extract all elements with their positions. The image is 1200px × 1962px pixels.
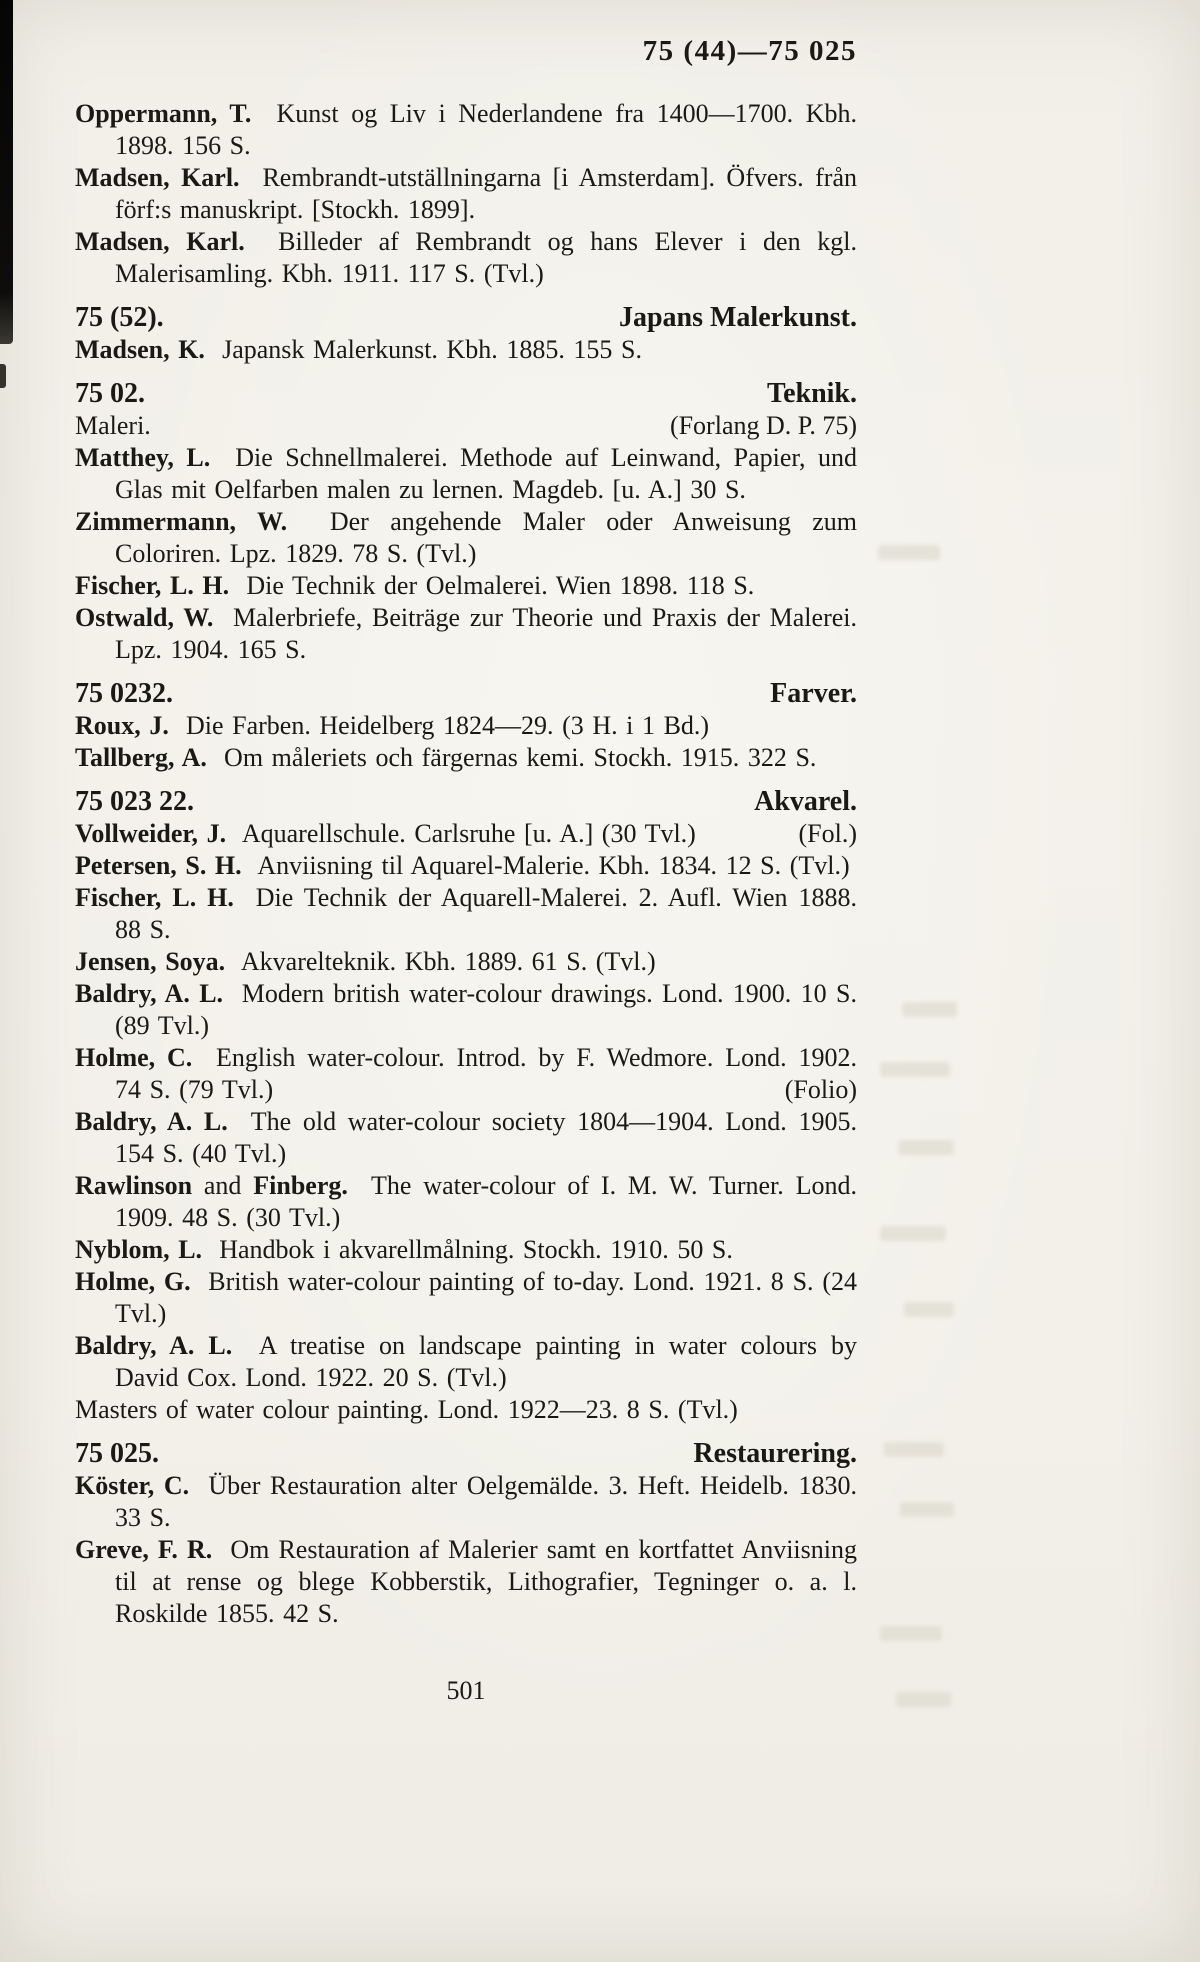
section-category-label: Japans Malerkunst. (618, 302, 857, 333)
author-name: Jensen, Soya. (75, 947, 226, 976)
catalog-entry: Baldry, A. L. The old water-colour society 1804—1904. Lond. 1905. 154 S. (40 Tvl.) (75, 1107, 857, 1168)
section-code: 75 (52). (75, 302, 164, 333)
section-category-label: Restaurering. (693, 1438, 857, 1469)
bleedthrough-artifact (896, 1692, 951, 1707)
bleedthrough-artifact (898, 1140, 954, 1155)
bleedthrough-artifact (880, 1626, 942, 1641)
catalog-entry: Vollweider, J. Aquarellschule. Carlsruhe [u. A.] (30 Tvl.) (Fol.) (75, 819, 857, 848)
author-name: Roux, J. (75, 711, 169, 740)
section-heading-row (75, 677, 857, 710)
author-name: Baldry, A. L. (75, 979, 224, 1008)
section-category-label: Farver. (770, 678, 857, 709)
section-subheading-row (75, 410, 857, 442)
subheading-left: Maleri. (75, 411, 151, 440)
section-code: 75 0232. (75, 678, 173, 709)
format-note: (Folio) (784, 1075, 857, 1104)
catalog-entry: Köster, C. Über Restauration alter Oelgemälde. 3. Heft. Heidelb. 1830. 33 S. (75, 1471, 857, 1532)
catalog-entry: Baldry, A. L. Modern british water-colour drawings. Lond. 1900. 10 S. (89 Tvl.) (75, 979, 857, 1040)
catalog-entries (75, 98, 857, 1630)
author-name: Holme, G. (75, 1267, 191, 1296)
author-name: Madsen, Karl. (75, 163, 240, 192)
author-name: Fischer, L. H. (75, 883, 234, 912)
catalog-entry: Petersen, S. H. Anviisning til Aquarel-Malerie. Kbh. 1834. 12 S. (Tvl.) (75, 851, 850, 880)
author-name: Holme, C. (75, 1043, 193, 1072)
page-header-classmark: 75 (44)—75 025 (642, 35, 857, 67)
bleedthrough-artifact (878, 545, 940, 560)
author-name: Petersen, S. H. (75, 851, 242, 880)
author-name: Madsen, K. (75, 335, 205, 364)
author-name: Köster, C. (75, 1471, 190, 1500)
author-name: Nyblom, L. (75, 1235, 203, 1264)
bleedthrough-artifact (900, 1502, 954, 1517)
section-code: 75 023 22. (75, 786, 194, 817)
catalog-entry: Oppermann, T. Kunst og Liv i Nederlandene fra 1400—1700. Kbh. 1898. 156 S. (75, 99, 857, 160)
author-name: Madsen, Karl. (75, 227, 245, 256)
catalog-entry: Zimmermann, W. Der angehende Maler oder Anweisung zum Coloriren. Lpz. 1829. 78 S. (Tvl.) (75, 507, 857, 568)
bleedthrough-artifact (880, 1226, 946, 1241)
author-connector: and (192, 1171, 254, 1200)
catalog-entry: Tallberg, A. Om måleriets och färgernas kemi. Stockh. 1915. 322 S. (75, 743, 817, 772)
section-code: 75 02. (75, 378, 145, 409)
catalog-entry: Roux, J. Die Farben. Heidelberg 1824—29. (3 H. i 1 Bd.) (75, 711, 710, 740)
catalog-entry: Madsen, Karl. Billeder af Rembrandt og hans Elever i den kgl. Malerisamling. Kbh. 1911. 117 S. (Tvl.) (75, 227, 857, 288)
bleedthrough-artifact (902, 1002, 957, 1017)
author-name: Baldry, A. L. (75, 1107, 228, 1136)
section-heading-row (75, 377, 857, 410)
section-heading-row (75, 301, 857, 334)
catalog-entry: Fischer, L. H. Die Technik der Oelmalerei. Wien 1898. 118 S. (75, 571, 755, 600)
catalog-entry: Baldry, A. L. A treatise on landscape painting in water colours by David Cox. Lond. 1922. 20 S. (Tvl.) (75, 1331, 857, 1392)
author-name: Matthey, L. (75, 443, 211, 472)
bleedthrough-artifact (880, 1062, 950, 1077)
catalog-entry: Madsen, Karl. Rembrandt-utställningarna [i Amsterdam]. Öfvers. från förf:s manuskript. [Stockh. 1899]. (75, 163, 857, 224)
catalog-entry: Ostwald, W. Malerbriefe, Beiträge zur Theorie und Praxis der Malerei. Lpz. 1904. 165 S. (75, 603, 857, 664)
author-name: Oppermann, T. (75, 99, 252, 128)
author-name: Ostwald, W. (75, 603, 214, 632)
catalog-entry: Nyblom, L. Handbok i akvarellmålning. Stockh. 1910. 50 S. (75, 1235, 733, 1264)
catalog-entry: Fischer, L. H. Die Technik der Aquarell-Malerei. 2. Aufl. Wien 1888. 88 S. (75, 883, 857, 944)
section-heading-row (75, 785, 857, 818)
subheading-right: (Forlang D. P. 75) (669, 411, 857, 440)
author-name: Greve, F. R. (75, 1535, 213, 1564)
author-name: Tallberg, A. (75, 743, 207, 772)
catalog-entry: Madsen, K. Japansk Malerkunst. Kbh. 1885. 155 S. (75, 335, 642, 364)
author-name: Rawlinson (75, 1171, 193, 1200)
author-name: Baldry, A. L. (75, 1331, 233, 1360)
section-code: 75 025. (75, 1438, 159, 1469)
catalog-entry: Rawlinson and Finberg. The water-colour of I. M. W. Turner. Lond. 1909. 48 S. (30 Tvl.) (75, 1171, 857, 1232)
author-name: Zimmermann, W. (75, 507, 288, 536)
catalog-entry: Holme, G. British water-colour painting of to-day. Lond. 1921. 8 S. (24 Tvl.) (75, 1267, 857, 1328)
catalog-entry: Matthey, L. Die Schnellmalerei. Methode auf Leinwand, Papier, und Glas mit Oelfarben malen zu lernen. Magdeb. [u. A.] 30 S. (75, 443, 857, 504)
scan-edge-speck (0, 364, 6, 388)
bleedthrough-artifact (884, 1442, 944, 1457)
author-name: Finberg. (253, 1171, 348, 1200)
section-heading-row (75, 1437, 857, 1470)
page-content (75, 34, 857, 1706)
section-category-label: Akvarel. (754, 786, 857, 817)
bleedthrough-artifact (904, 1302, 954, 1317)
catalog-entry: Greve, F. R. Om Restauration af Malerier samt en kortfattet Anviisning til at rense og blege Kobberstik, Lithografier, Tegninger o. a. l. Roskilde 1855. 42 S. (75, 1535, 857, 1628)
scan-edge-artifact (0, 0, 13, 344)
catalog-entry: Holme, C. English water-colour. Introd. by F. Wedmore. Lond. 1902. 74 S. (79 Tvl.) (Folio) (75, 1043, 857, 1104)
catalog-entry: Masters of water colour painting. Lond. 1922—23. 8 S. (Tvl.) (75, 1395, 738, 1424)
format-note: (Fol.) (798, 819, 857, 848)
author-name: Vollweider, J. (75, 819, 227, 848)
catalog-entry: Jensen, Soya. Akvarelteknik. Kbh. 1889. 61 S. (Tvl.) (75, 947, 656, 976)
page-number: 501 (446, 1676, 486, 1705)
section-category-label: Teknik. (766, 378, 857, 409)
author-name: Fischer, L. H. (75, 571, 230, 600)
